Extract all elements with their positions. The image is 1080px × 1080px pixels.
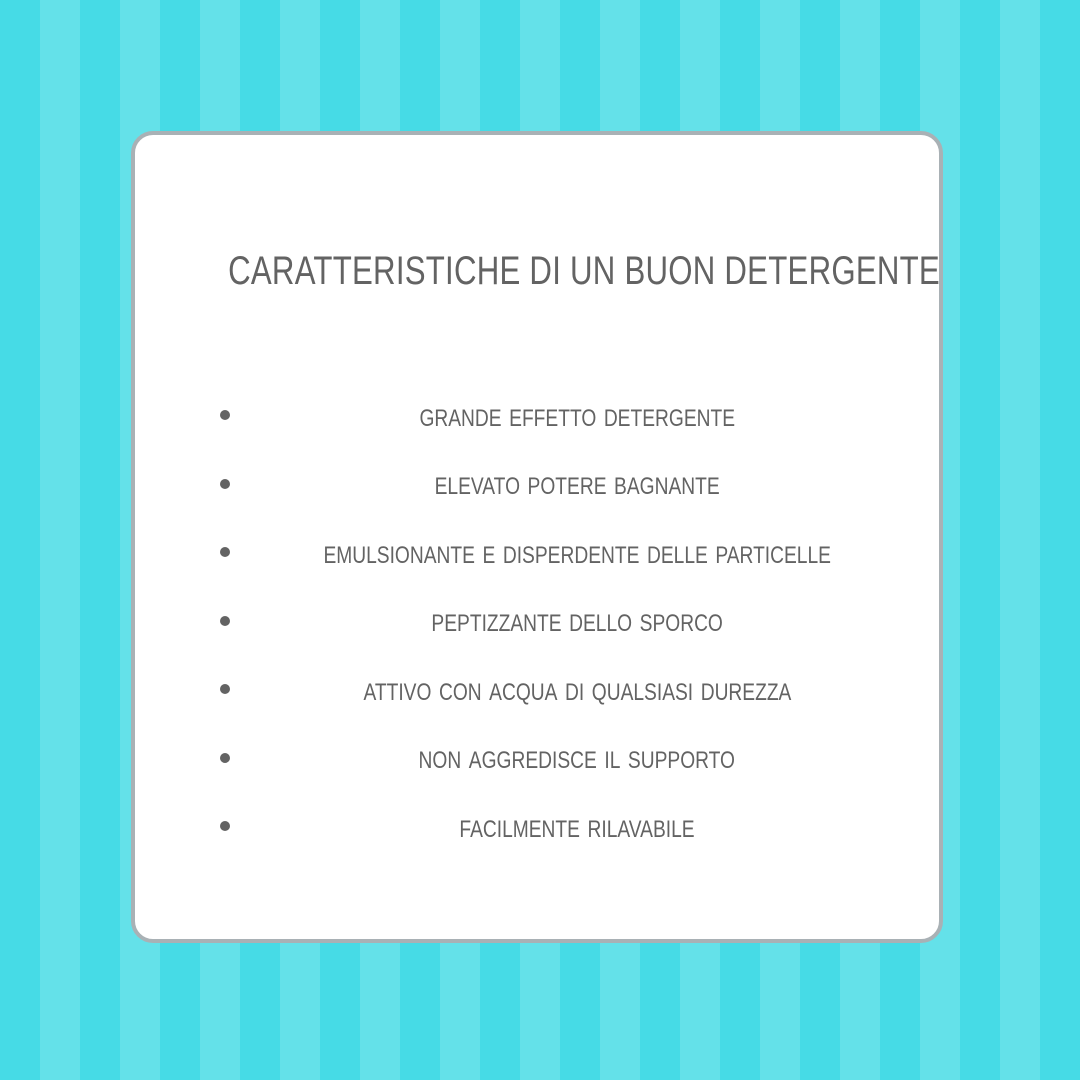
bullet-icon <box>220 410 230 420</box>
list-item <box>135 518 939 587</box>
feature-text: emulsionante e disperdente delle particelle <box>323 532 831 571</box>
bullet-icon <box>220 479 230 489</box>
feature-text: peptizzante dello sporco <box>431 601 723 640</box>
list-item <box>135 381 939 450</box>
bullet-icon <box>220 821 230 831</box>
bullet-icon <box>220 684 230 694</box>
feature-text: facilmente rilavabile <box>459 806 695 845</box>
list-item <box>135 587 939 656</box>
feature-list <box>135 381 939 861</box>
feature-text: non aggredisce il supporto <box>418 738 736 777</box>
feature-text: elevato potere bagnante <box>434 464 720 503</box>
feature-text: grande effetto detergente <box>419 395 735 434</box>
list-item <box>135 724 939 793</box>
info-card <box>131 131 943 943</box>
list-item <box>135 655 939 724</box>
list-item <box>135 450 939 519</box>
bullet-icon <box>220 616 230 626</box>
bullet-icon <box>220 547 230 557</box>
card-title: CARATTERISTICHE DI UN BUON DETERGENTE <box>228 249 940 293</box>
list-item <box>135 792 939 861</box>
bullet-icon <box>220 753 230 763</box>
feature-text: attivo con acqua di qualsiasi durezza <box>363 669 791 708</box>
